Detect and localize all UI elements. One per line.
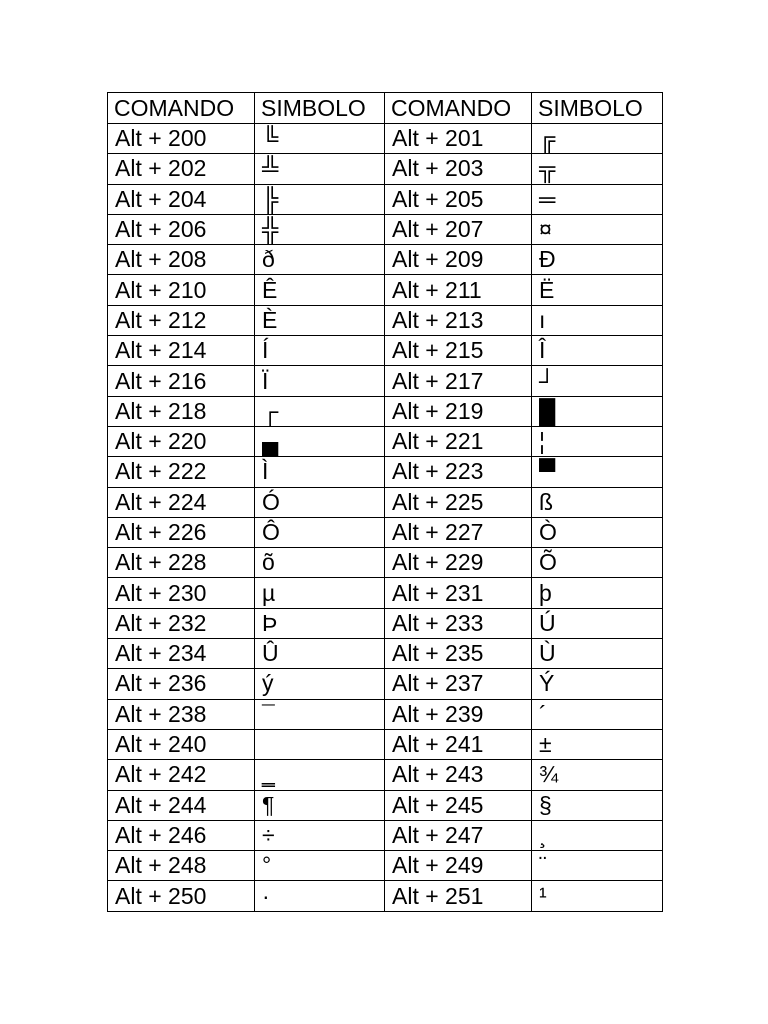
symbol-cell: Ù [532,639,663,669]
symbol-cell: ý [255,669,385,699]
symbol-cell: ┌ [255,396,385,426]
command-cell: Alt + 219 [385,396,532,426]
table-row [108,275,663,305]
symbol-cell: ° [255,851,385,881]
command-cell: Alt + 240 [108,729,255,759]
table-row [108,305,663,335]
command-cell: Alt + 222 [108,457,255,487]
table-row [108,760,663,790]
table-row [108,426,663,456]
command-cell: Alt + 215 [385,336,532,366]
header-simbolo: SIMBOLO [532,93,663,124]
command-cell: Alt + 226 [108,517,255,547]
command-cell: Alt + 218 [108,396,255,426]
command-cell: Alt + 239 [385,699,532,729]
symbol-cell: █ [532,396,663,426]
symbol-cell: · [255,881,385,911]
symbol-cell: ¦ [532,426,663,456]
command-cell: Alt + 223 [385,457,532,487]
command-cell: Alt + 237 [385,669,532,699]
command-cell: Alt + 204 [108,184,255,214]
command-cell: Alt + 205 [385,184,532,214]
command-cell: Alt + 234 [108,639,255,669]
symbol-cell: ‗ [255,760,385,790]
symbol-cell: ▄ [255,426,385,456]
command-cell: Alt + 242 [108,760,255,790]
command-cell: Alt + 248 [108,851,255,881]
alt-codes-table [107,92,663,912]
symbol-cell: ß [532,487,663,517]
symbol-cell: õ [255,548,385,578]
table-row [108,214,663,244]
table-row [108,154,663,184]
table-row [108,790,663,820]
command-cell: Alt + 245 [385,790,532,820]
command-cell: Alt + 210 [108,275,255,305]
table-row [108,124,663,154]
table-row [108,881,663,911]
table-row [108,184,663,214]
table-row [108,639,663,669]
command-cell: Alt + 211 [385,275,532,305]
command-cell: Alt + 249 [385,851,532,881]
symbol-cell: Ô [255,517,385,547]
symbol-cell: ÷ [255,820,385,850]
symbol-cell: Û [255,639,385,669]
command-cell: Alt + 233 [385,608,532,638]
symbol-cell: ð [255,245,385,275]
table-row [108,487,663,517]
symbol-cell: ═ [532,184,663,214]
table-row [108,366,663,396]
command-cell: Alt + 230 [108,578,255,608]
command-cell: Alt + 224 [108,487,255,517]
table-row [108,729,663,759]
header-simbolo: SIMBOLO [255,93,385,124]
table-body [108,93,663,912]
command-cell: Alt + 236 [108,669,255,699]
table-row [108,517,663,547]
symbol-cell: ╠ [255,184,385,214]
symbol-cell: ı [532,305,663,335]
command-cell: Alt + 232 [108,608,255,638]
command-cell: Alt + 247 [385,820,532,850]
symbol-cell: Õ [532,548,663,578]
command-cell: Alt + 207 [385,214,532,244]
symbol-cell: þ [532,578,663,608]
command-cell: Alt + 201 [385,124,532,154]
table-row [108,548,663,578]
symbol-cell: ╦ [532,154,663,184]
table-row [108,608,663,638]
command-cell: Alt + 246 [108,820,255,850]
symbol-cell: È [255,305,385,335]
symbol-cell: ╬ [255,214,385,244]
symbol-cell [255,729,385,759]
command-cell: Alt + 220 [108,426,255,456]
symbol-cell: Ó [255,487,385,517]
symbol-cell: Ê [255,275,385,305]
symbol-cell: Þ [255,608,385,638]
command-cell: Alt + 238 [108,699,255,729]
command-cell: Alt + 225 [385,487,532,517]
command-cell: Alt + 212 [108,305,255,335]
table-row [108,396,663,426]
symbol-cell: Î [532,336,663,366]
command-cell: Alt + 227 [385,517,532,547]
command-cell: Alt + 214 [108,336,255,366]
command-cell: Alt + 221 [385,426,532,456]
command-cell: Alt + 235 [385,639,532,669]
symbol-cell: ¾ [532,760,663,790]
command-cell: Alt + 213 [385,305,532,335]
command-cell: Alt + 206 [108,214,255,244]
command-cell: Alt + 243 [385,760,532,790]
command-cell: Alt + 216 [108,366,255,396]
symbol-cell: ¸ [532,820,663,850]
symbol-cell: Í [255,336,385,366]
symbol-cell: ╩ [255,154,385,184]
command-cell: Alt + 208 [108,245,255,275]
command-cell: Alt + 251 [385,881,532,911]
command-cell: Alt + 217 [385,366,532,396]
symbol-cell: ¨ [532,851,663,881]
command-cell: Alt + 209 [385,245,532,275]
command-cell: Alt + 228 [108,548,255,578]
symbol-cell: µ [255,578,385,608]
table-row [108,245,663,275]
command-cell: Alt + 231 [385,578,532,608]
symbol-cell: ▀ [532,457,663,487]
symbol-cell: Ï [255,366,385,396]
symbol-cell: Ú [532,608,663,638]
command-cell: Alt + 250 [108,881,255,911]
header-comando: COMANDO [108,93,255,124]
symbol-cell: ┘ [532,366,663,396]
table-row [108,336,663,366]
table-row [108,457,663,487]
symbol-cell: Ò [532,517,663,547]
header-comando: COMANDO [385,93,532,124]
symbol-cell: Ý [532,669,663,699]
symbol-cell: ╚ [255,124,385,154]
symbol-cell: ¤ [532,214,663,244]
symbol-cell: § [532,790,663,820]
symbol-cell: ± [532,729,663,759]
command-cell: Alt + 244 [108,790,255,820]
symbol-cell: ¹ [532,881,663,911]
table-row [108,669,663,699]
command-cell: Alt + 200 [108,124,255,154]
command-cell: Alt + 203 [385,154,532,184]
command-cell: Alt + 202 [108,154,255,184]
table-row [108,820,663,850]
table-row [108,578,663,608]
symbol-cell: ╔ [532,124,663,154]
symbol-cell: Ì [255,457,385,487]
table-row [108,699,663,729]
symbol-cell: Đ [532,245,663,275]
symbol-cell: ¶ [255,790,385,820]
symbol-cell: ´ [532,699,663,729]
symbol-cell: ¯ [255,699,385,729]
header-row [108,93,663,124]
table-row [108,851,663,881]
command-cell: Alt + 241 [385,729,532,759]
symbol-cell: Ë [532,275,663,305]
command-cell: Alt + 229 [385,548,532,578]
